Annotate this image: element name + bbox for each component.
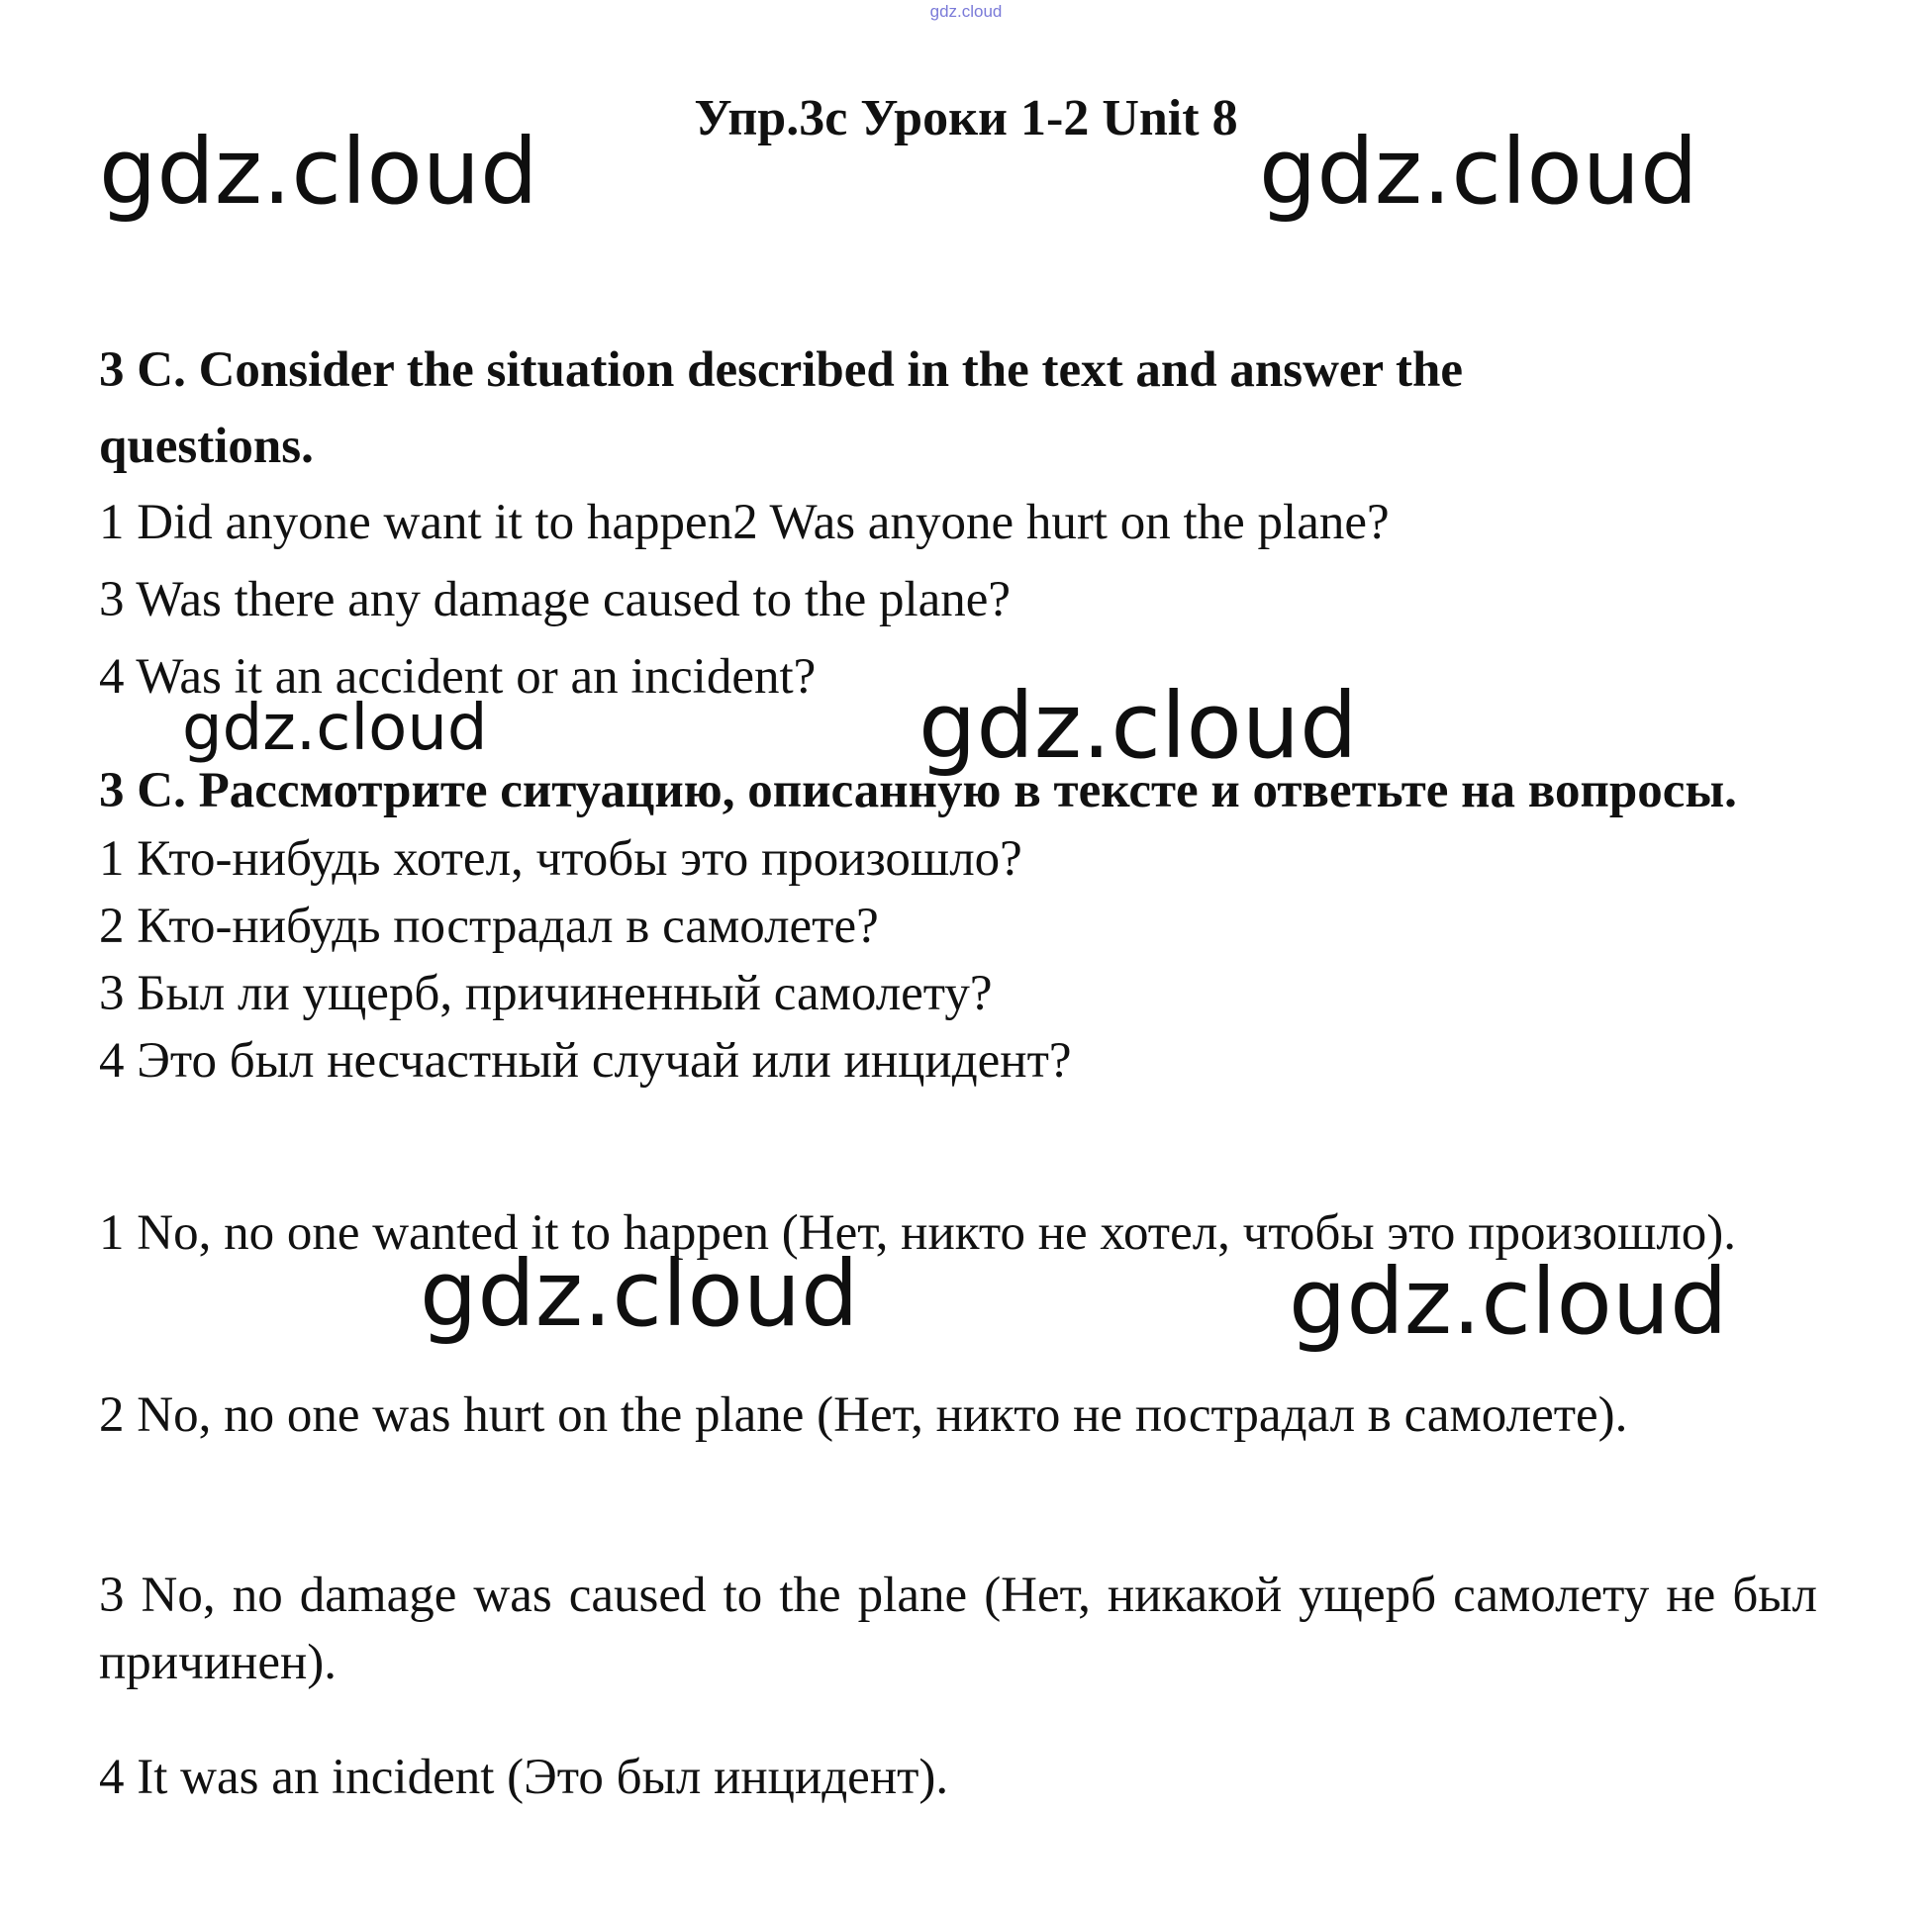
watermark-top: gdz.cloud <box>929 2 1003 21</box>
english-task-line-2: questions. <box>99 419 314 474</box>
answer-3: 3 No, no damage was caused to the plane (Нет, никакой ущерб самолету не был причинен). <box>99 1568 1817 1690</box>
answer-2: 2 No, no one was hurt on the plane (Нет, никто не пострадал в самолете). <box>99 1387 1628 1443</box>
watermark: gdz.cloud <box>420 1241 859 1347</box>
english-question-3: 3 Was there any damage caused to the plane? <box>99 572 1012 627</box>
watermark: gdz.cloud <box>99 119 538 225</box>
answer-1: 1 No, no one wanted it to happen (Нет, никто не хотел, чтобы это произошло). <box>99 1205 1737 1261</box>
page-title: Упр.3c Уроки 1-2 Unit 8 <box>694 90 1238 146</box>
english-question-4: 4 Was it an accident or an incident? <box>99 649 817 705</box>
russian-question-2: 2 Кто-нибудь пострадал в самолете? <box>99 899 879 954</box>
watermark: gdz.cloud <box>1289 1249 1728 1355</box>
russian-section <box>99 756 1817 1095</box>
watermark: gdz.cloud <box>182 692 488 765</box>
english-task-line-1: 3 C. Consider the situation described in the text and answer the <box>99 342 1463 398</box>
russian-question-1: 1 Кто-нибудь хотел, чтобы это произошло? <box>99 831 1022 887</box>
english-question-1: 1 Did anyone want it to happen2 Was anyone hurt on the plane? <box>99 495 1390 550</box>
english-section <box>99 332 1817 715</box>
russian-question-3: 3 Был ли ущерб, причиненный самолету? <box>99 966 993 1021</box>
russian-question-4: 4 Это был несчастный случай или инцидент? <box>99 1033 1072 1089</box>
answer-4: 4 It was an incident (Это был инцидент). <box>99 1750 949 1805</box>
russian-task: 3 C. Рассмотрите ситуацию, описанную в тексте и ответьте на вопросы. <box>99 763 1737 818</box>
watermark: gdz.cloud <box>918 673 1358 779</box>
watermark: gdz.cloud <box>1259 119 1698 225</box>
